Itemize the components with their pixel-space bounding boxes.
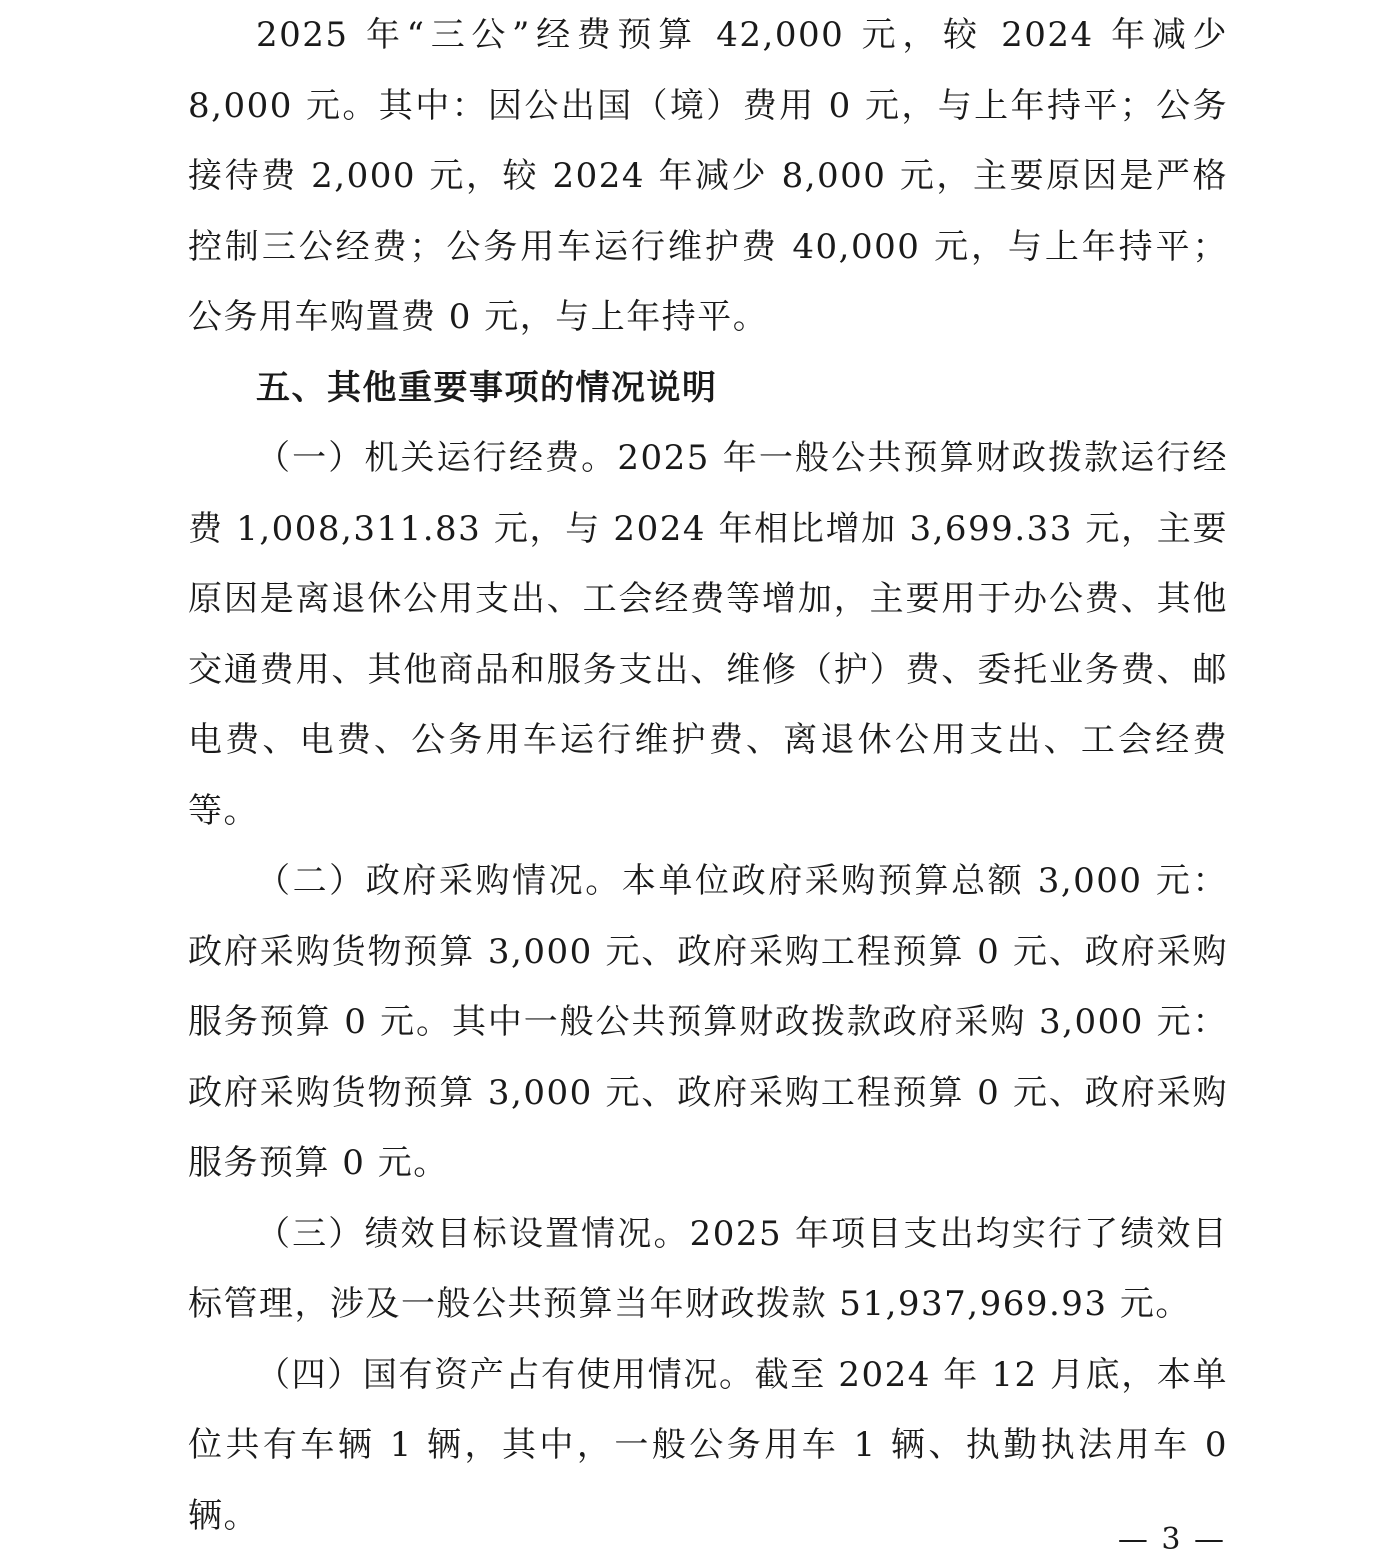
subheading-performance-targets: （三）绩效目标设置情况。 [256, 1213, 690, 1254]
paragraph-state-assets [188, 1340, 1228, 1552]
page-number: — 3 — [1117, 1522, 1226, 1557]
section-heading-other-matters: 五、其他重要事项的情况说明 [256, 367, 718, 408]
paragraph-operating-expenses [188, 423, 1228, 846]
operating-expenses-body: 2025 年一般公共预算财政拨款运行经费 1,008,311.83 元，与 2024 年相比增加 3,699.33 元，主要原因是离退休公用支出、工会经费等增加，主要用于办公费、其他交通费用、其他商品和服务支出、维修（护）费、委托业务费、邮电费、电费、公务用车运行维护费、离退休公用支出、工会经费等。 [188, 438, 1229, 831]
state-assets-body: 截至 2024 年 12 月底，本单位共有车辆 1 辆，其中，一般公务用车 1 辆、执勤执法用车 0 辆。 [188, 1354, 1228, 1536]
subheading-government-procurement: （二）政府采购情况。 [256, 861, 622, 901]
performance-targets-body: 2025 年项目支出均实行了绩效目标管理，涉及一般公共预算当年财政拨款 51,937,969.93 元。 [188, 1213, 1228, 1324]
paragraph-performance-targets [188, 1199, 1228, 1340]
subheading-state-assets: （四）国有资产占有使用情况。 [256, 1354, 755, 1395]
paragraph-three-public-expenses: 2025 年“三公”经费预算 42,000 元，较 2024 年减少 8,000 元。其中：因公出国（境）费用 0 元，与上年持平；公务接待费 2,000 元，较 2024 年减少 8,000 元，主要原因是严格控制三公经费；公务用车运行维护费 40,000 元，与上年持平；公务用车购置费 0 元，与上年持平。 [188, 15, 1228, 337]
government-procurement-body: 本单位政府采购预算总额 3,000 元：政府采购货物预算 3,000 元、政府采购工程预算 0 元、政府采购服务预算 0 元。其中一般公共预算财政拨款政府采购 3,000 元：政府采购货物预算 3,000 元、政府采购工程预算 0 元、政府采购服务预算 0 元。 [188, 861, 1229, 1183]
subheading-operating-expenses: （一）机关运行经费。 [256, 438, 618, 478]
document-page [188, 0, 1228, 1554]
paragraph-government-procurement [188, 846, 1228, 1199]
